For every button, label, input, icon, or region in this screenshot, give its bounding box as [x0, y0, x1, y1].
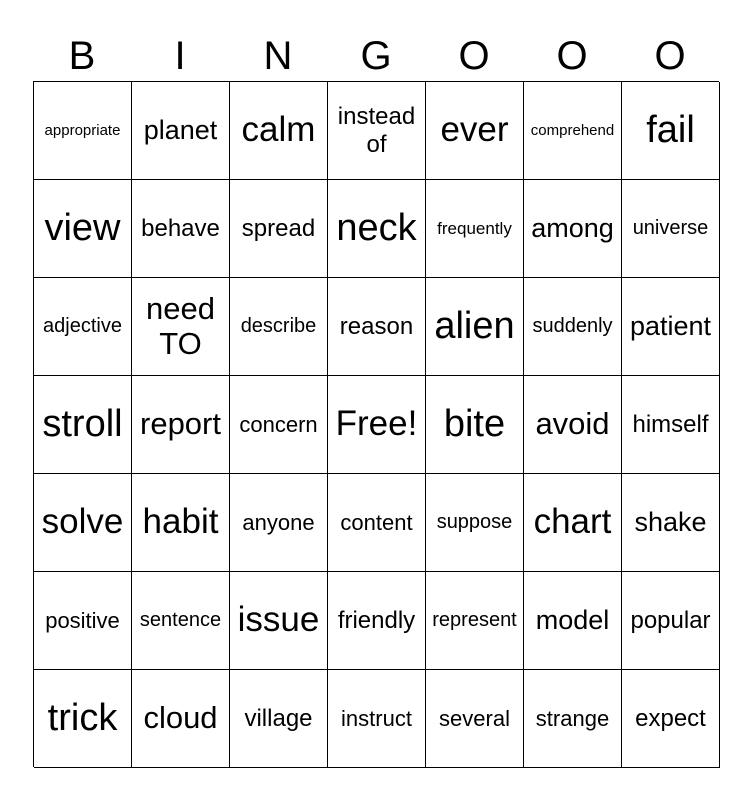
cell-word: stroll [42, 402, 123, 445]
cell-word: behave [141, 214, 220, 242]
cell-word: fail [646, 108, 695, 151]
bingo-cell [230, 82, 328, 180]
bingo-cell [426, 82, 524, 180]
cell-word: planet [143, 114, 218, 145]
cell-word: anyone [242, 509, 315, 535]
bingo-cell [426, 670, 524, 768]
free-space-cell [328, 376, 426, 474]
bingo-cell [34, 572, 132, 670]
cell-word: avoid [535, 406, 610, 442]
bingo-cell [524, 572, 622, 670]
bingo-cell [426, 474, 524, 572]
bingo-cell [622, 376, 720, 474]
cell-word: universe [632, 217, 709, 239]
bingo-header [33, 30, 719, 82]
bingo-cell [328, 180, 426, 278]
cell-word: sentence [139, 609, 222, 631]
bingo-cell [132, 376, 230, 474]
cell-word: concern [239, 411, 318, 437]
header-letter-1: B [68, 34, 96, 78]
cell-word: appropriate [44, 121, 121, 139]
cell-word: instead of [337, 102, 416, 158]
header-letter-2: I [174, 34, 186, 78]
cell-word: calm [241, 110, 316, 150]
cell-word: strange [535, 705, 610, 731]
cell-word: trick [47, 696, 118, 739]
bingo-cell [230, 474, 328, 572]
bingo-cell [34, 82, 132, 180]
bingo-grid [33, 81, 719, 767]
header-letter-3: N [263, 34, 293, 78]
bingo-cell [132, 180, 230, 278]
cell-word: solve [41, 502, 124, 542]
cell-word: friendly [337, 606, 416, 634]
bingo-cell [132, 278, 230, 376]
cell-word: suddenly [532, 315, 613, 337]
bingo-cell [622, 572, 720, 670]
bingo-cell [524, 474, 622, 572]
cell-word: cloud [143, 700, 218, 736]
cell-word: issue [237, 600, 320, 640]
cell-word: report [140, 406, 221, 442]
bingo-cell [524, 82, 622, 180]
cell-word: model [535, 604, 610, 635]
bingo-cell [132, 82, 230, 180]
cell-word: describe [240, 315, 317, 337]
cell-word: himself [632, 410, 709, 438]
bingo-cell [524, 670, 622, 768]
cell-word: popular [630, 606, 711, 634]
cell-word: among [531, 212, 614, 243]
bingo-cell [230, 670, 328, 768]
header-letter-4: G [360, 34, 392, 78]
bingo-cell [34, 278, 132, 376]
bingo-cell [230, 376, 328, 474]
cell-word: represent [432, 609, 517, 631]
bingo-cell [622, 670, 720, 768]
bingo-cell [426, 376, 524, 474]
bingo-cell [34, 180, 132, 278]
cell-word: ever [440, 110, 509, 150]
bingo-cell [524, 278, 622, 376]
bingo-cell [328, 82, 426, 180]
cell-word: several [439, 705, 510, 731]
cell-word: need TO [146, 291, 215, 361]
bingo-cell [426, 278, 524, 376]
cell-word: spread [241, 214, 316, 242]
cell-word: content [340, 509, 413, 535]
cell-word: habit [142, 502, 219, 542]
bingo-cell [230, 180, 328, 278]
header-letter-7: O [654, 34, 686, 78]
bingo-cell [132, 474, 230, 572]
bingo-cell [622, 278, 720, 376]
cell-word: bite [443, 402, 506, 445]
bingo-cell [426, 572, 524, 670]
bingo-cell [34, 474, 132, 572]
bingo-cell [34, 376, 132, 474]
cell-word: positive [45, 607, 120, 633]
bingo-cell [524, 180, 622, 278]
cell-word: expect [635, 704, 706, 732]
cell-word: instruct [341, 705, 412, 731]
bingo-cell [132, 572, 230, 670]
cell-word: reason [339, 312, 414, 340]
cell-word: frequently [437, 218, 512, 238]
cell-word: chart [533, 502, 612, 542]
cell-word: comprehend [530, 121, 615, 139]
bingo-cell [622, 82, 720, 180]
cell-word: adjective [43, 315, 122, 337]
bingo-cell [426, 180, 524, 278]
bingo-cell [524, 376, 622, 474]
cell-word: neck [336, 206, 417, 249]
cell-word: alien [434, 304, 515, 347]
bingo-cell [230, 278, 328, 376]
cell-word: view [44, 206, 121, 249]
bingo-cell [230, 572, 328, 670]
bingo-cell [132, 670, 230, 768]
bingo-cell [328, 572, 426, 670]
bingo-cell [622, 474, 720, 572]
cell-word: village [244, 704, 313, 732]
cell-word: shake [634, 506, 707, 537]
header-letter-6: O [556, 34, 588, 78]
bingo-cell [328, 474, 426, 572]
cell-word: patient [629, 310, 712, 341]
bingo-cell [622, 180, 720, 278]
header-letter-5: O [458, 34, 490, 78]
free-space-label: Free! [335, 404, 418, 444]
bingo-cell [328, 278, 426, 376]
bingo-cell [34, 670, 132, 768]
cell-word: suppose [436, 511, 513, 533]
bingo-cell [328, 670, 426, 768]
